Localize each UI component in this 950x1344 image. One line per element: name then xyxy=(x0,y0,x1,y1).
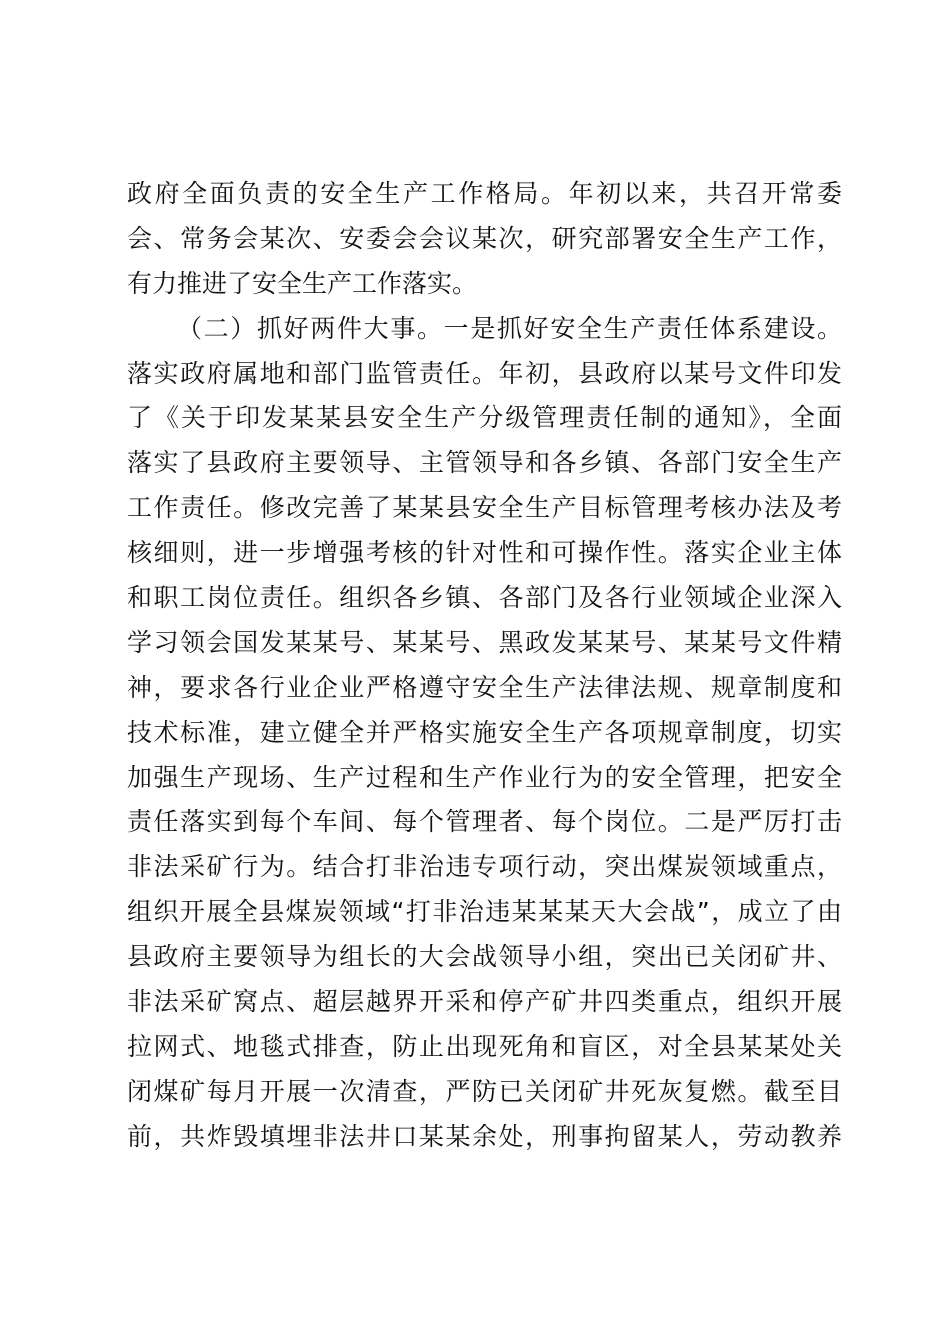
text-line: 组织开展全县煤炭领域“打非治违某某某天大会战”，成立了由 xyxy=(127,897,842,927)
text-line: 非法采矿窝点、超层越界开采和停产矿井四类重点，组织开展 xyxy=(127,987,842,1017)
body-text xyxy=(127,172,842,1249)
text-line: 闭煤矿每月开展一次清查，严防已关闭矿井死灰复燃。截至目 xyxy=(127,1076,842,1106)
text-line: 和职工岗位责任。组织各乡镇、各部门及各行业领域企业深入 xyxy=(127,583,842,613)
text-line: 政府全面负责的安全生产工作格局。年初以来，共召开常委 xyxy=(127,179,842,208)
text-line: 拉网式、地毯式排查，防止出现死角和盲区，对全县某某处关 xyxy=(127,1031,842,1061)
text-line: 落实了县政府主要领导、主管领导和各乡镇、各部门安全生产 xyxy=(127,448,842,478)
paragraph-2 xyxy=(127,307,842,1250)
text-line: 责任落实到每个车间、每个管理者、每个岗位。二是严厉打击 xyxy=(127,807,842,837)
text-line: 技术标准，建立健全并严格实施安全生产各项规章制度，切实 xyxy=(127,717,842,747)
text-line: 县政府主要领导为组长的大会战领导小组，突出已关闭矿井、 xyxy=(127,942,842,972)
text-line xyxy=(127,1204,842,1249)
text-line xyxy=(127,1160,842,1205)
text-line: 神，要求各行业企业严格遵守安全生产法律法规、规章制度和 xyxy=(127,672,842,702)
section-heading-line: （二）抓好两件大事。一是抓好安全生产责任体系建设。 xyxy=(177,313,842,343)
text-line: 有力推进了安全生产工作落实。 xyxy=(127,268,478,298)
text-line: 落实政府属地和部门监管责任。年初，县政府以某号文件印发 xyxy=(127,358,842,388)
text-line: 非法采矿行为。结合打非治违专项行动，突出煤炭领域重点， xyxy=(127,852,842,882)
text-line: 加强生产现场、生产过程和生产作业行为的安全管理，把安全 xyxy=(127,762,842,792)
paragraph-1 xyxy=(127,172,842,307)
text-line: 工作责任。修改完善了某某县安全生产目标管理考核办法及考 xyxy=(127,493,842,523)
text-line: 前，共炸毁填埋非法井口某某余处，刑事拘留某人，劳动教养 xyxy=(127,1121,842,1151)
text-line: 会、常务会某次、安委会会议某次，研究部署安全生产工作， xyxy=(127,223,842,253)
text-line: 学习领会国发某某号、某某号、黑政发某某号、某某号文件精 xyxy=(127,627,842,657)
text-line: 了《关于印发某某县安全生产分级管理责任制的通知》，全面 xyxy=(127,403,842,433)
text-line: 核细则，进一步增强考核的针对性和可操作性。落实企业主体 xyxy=(127,538,842,568)
